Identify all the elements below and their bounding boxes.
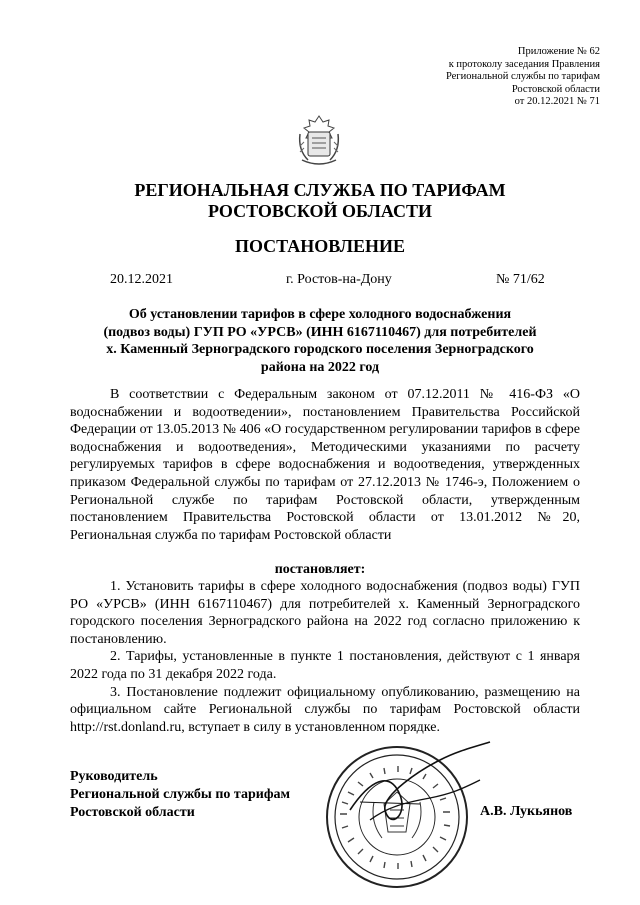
signer-name: А.В. Лукьянов — [480, 804, 573, 819]
decree-item: 3. Постановление подлежит официальному опубликованию, размещению на официальном сайте Региональной службы по тарифам Ростовской области http://rst.donland.ru, вступает в силу в установленном порядке. — [70, 684, 580, 735]
organization-name — [0, 180, 640, 222]
signer-title-line: Региональной службы по тарифам — [70, 787, 291, 802]
preamble-paragraph: В соответствии с Федеральным законом от 07.12.2011 № 416-ФЗ «О водоснабжении и водоотведении», постановлением Правительства Российской Федерации от 13.05.2013 № 406 «О государственном регулировании тарифов в сфере водоснабжения и водоотведения», Методическими указаниями по расчету регулируемых тарифов в сфере водоснабжения и водоотведения, утвержденных приказом Федеральной службы по тарифам от 27.12.2013 № 1746-э, Положением о Региональной службе по тарифам Ростовской области, утвержденным постановлением Правительства Ростовской области от 13.01.2012 №20, Региональная служба по тарифам Ростовской области — [70, 387, 580, 543]
coat-of-arms-icon — [294, 112, 344, 170]
document-date: 20.12.2021 — [110, 272, 173, 287]
signer-title-line: Ростовской области — [70, 805, 195, 820]
decree-items — [70, 578, 580, 736]
annex-line: Приложение № 62 — [517, 46, 600, 57]
document-number: № 71/62 — [496, 272, 545, 287]
decree-item: 1. Установить тарифы в сфере холодного водоснабжения (подвоз воды) ГУП РО «УРСВ» (ИНН 6167110467) для потребителей х. Каменный Зерноградского городского поселения Зерноградского района на 2022 год согласно приложению к постановлению. — [70, 579, 580, 647]
handwritten-signature-icon — [330, 740, 500, 850]
decree-word: постановляет: — [274, 562, 366, 577]
org-line: РЕГИОНАЛЬНАЯ СЛУЖБА ПО ТАРИФАМ — [134, 180, 506, 200]
title-line: района на 2022 год — [260, 359, 380, 375]
document-title — [70, 306, 570, 376]
signature-block — [70, 768, 290, 822]
title-line: х. Каменный Зерноградского городского поселения Зерноградского — [106, 342, 534, 357]
title-line: Об установлении тарифов в сфере холодного водоснабжения — [128, 307, 512, 322]
annex-line: Ростовской области — [511, 83, 600, 95]
preamble-section — [70, 386, 580, 544]
title-line: (подвоз воды) ГУП РО «УРСВ» (ИНН 6167110467) для потребителей — [103, 324, 537, 340]
decree-item: 2. Тарифы, установленные в пункте 1 постановления, действуют с 1 января 2022 года по 31 декабря 2022 года. — [70, 649, 580, 682]
signer-title-line: Руководитель — [70, 769, 158, 784]
annex-line: к протоколу заседания Правления — [448, 58, 600, 70]
document-type: ПОСТАНОВЛЕНИЕ — [234, 236, 406, 256]
document-city: г. Ростов-на-Дону — [286, 272, 392, 287]
annex-line: от 20.12.2021 № 71 — [514, 96, 600, 107]
annex-reference — [446, 46, 600, 109]
annex-line: Региональной службы по тарифам — [445, 71, 600, 82]
org-line: РОСТОВСКОЙ ОБЛАСТИ — [208, 201, 432, 221]
